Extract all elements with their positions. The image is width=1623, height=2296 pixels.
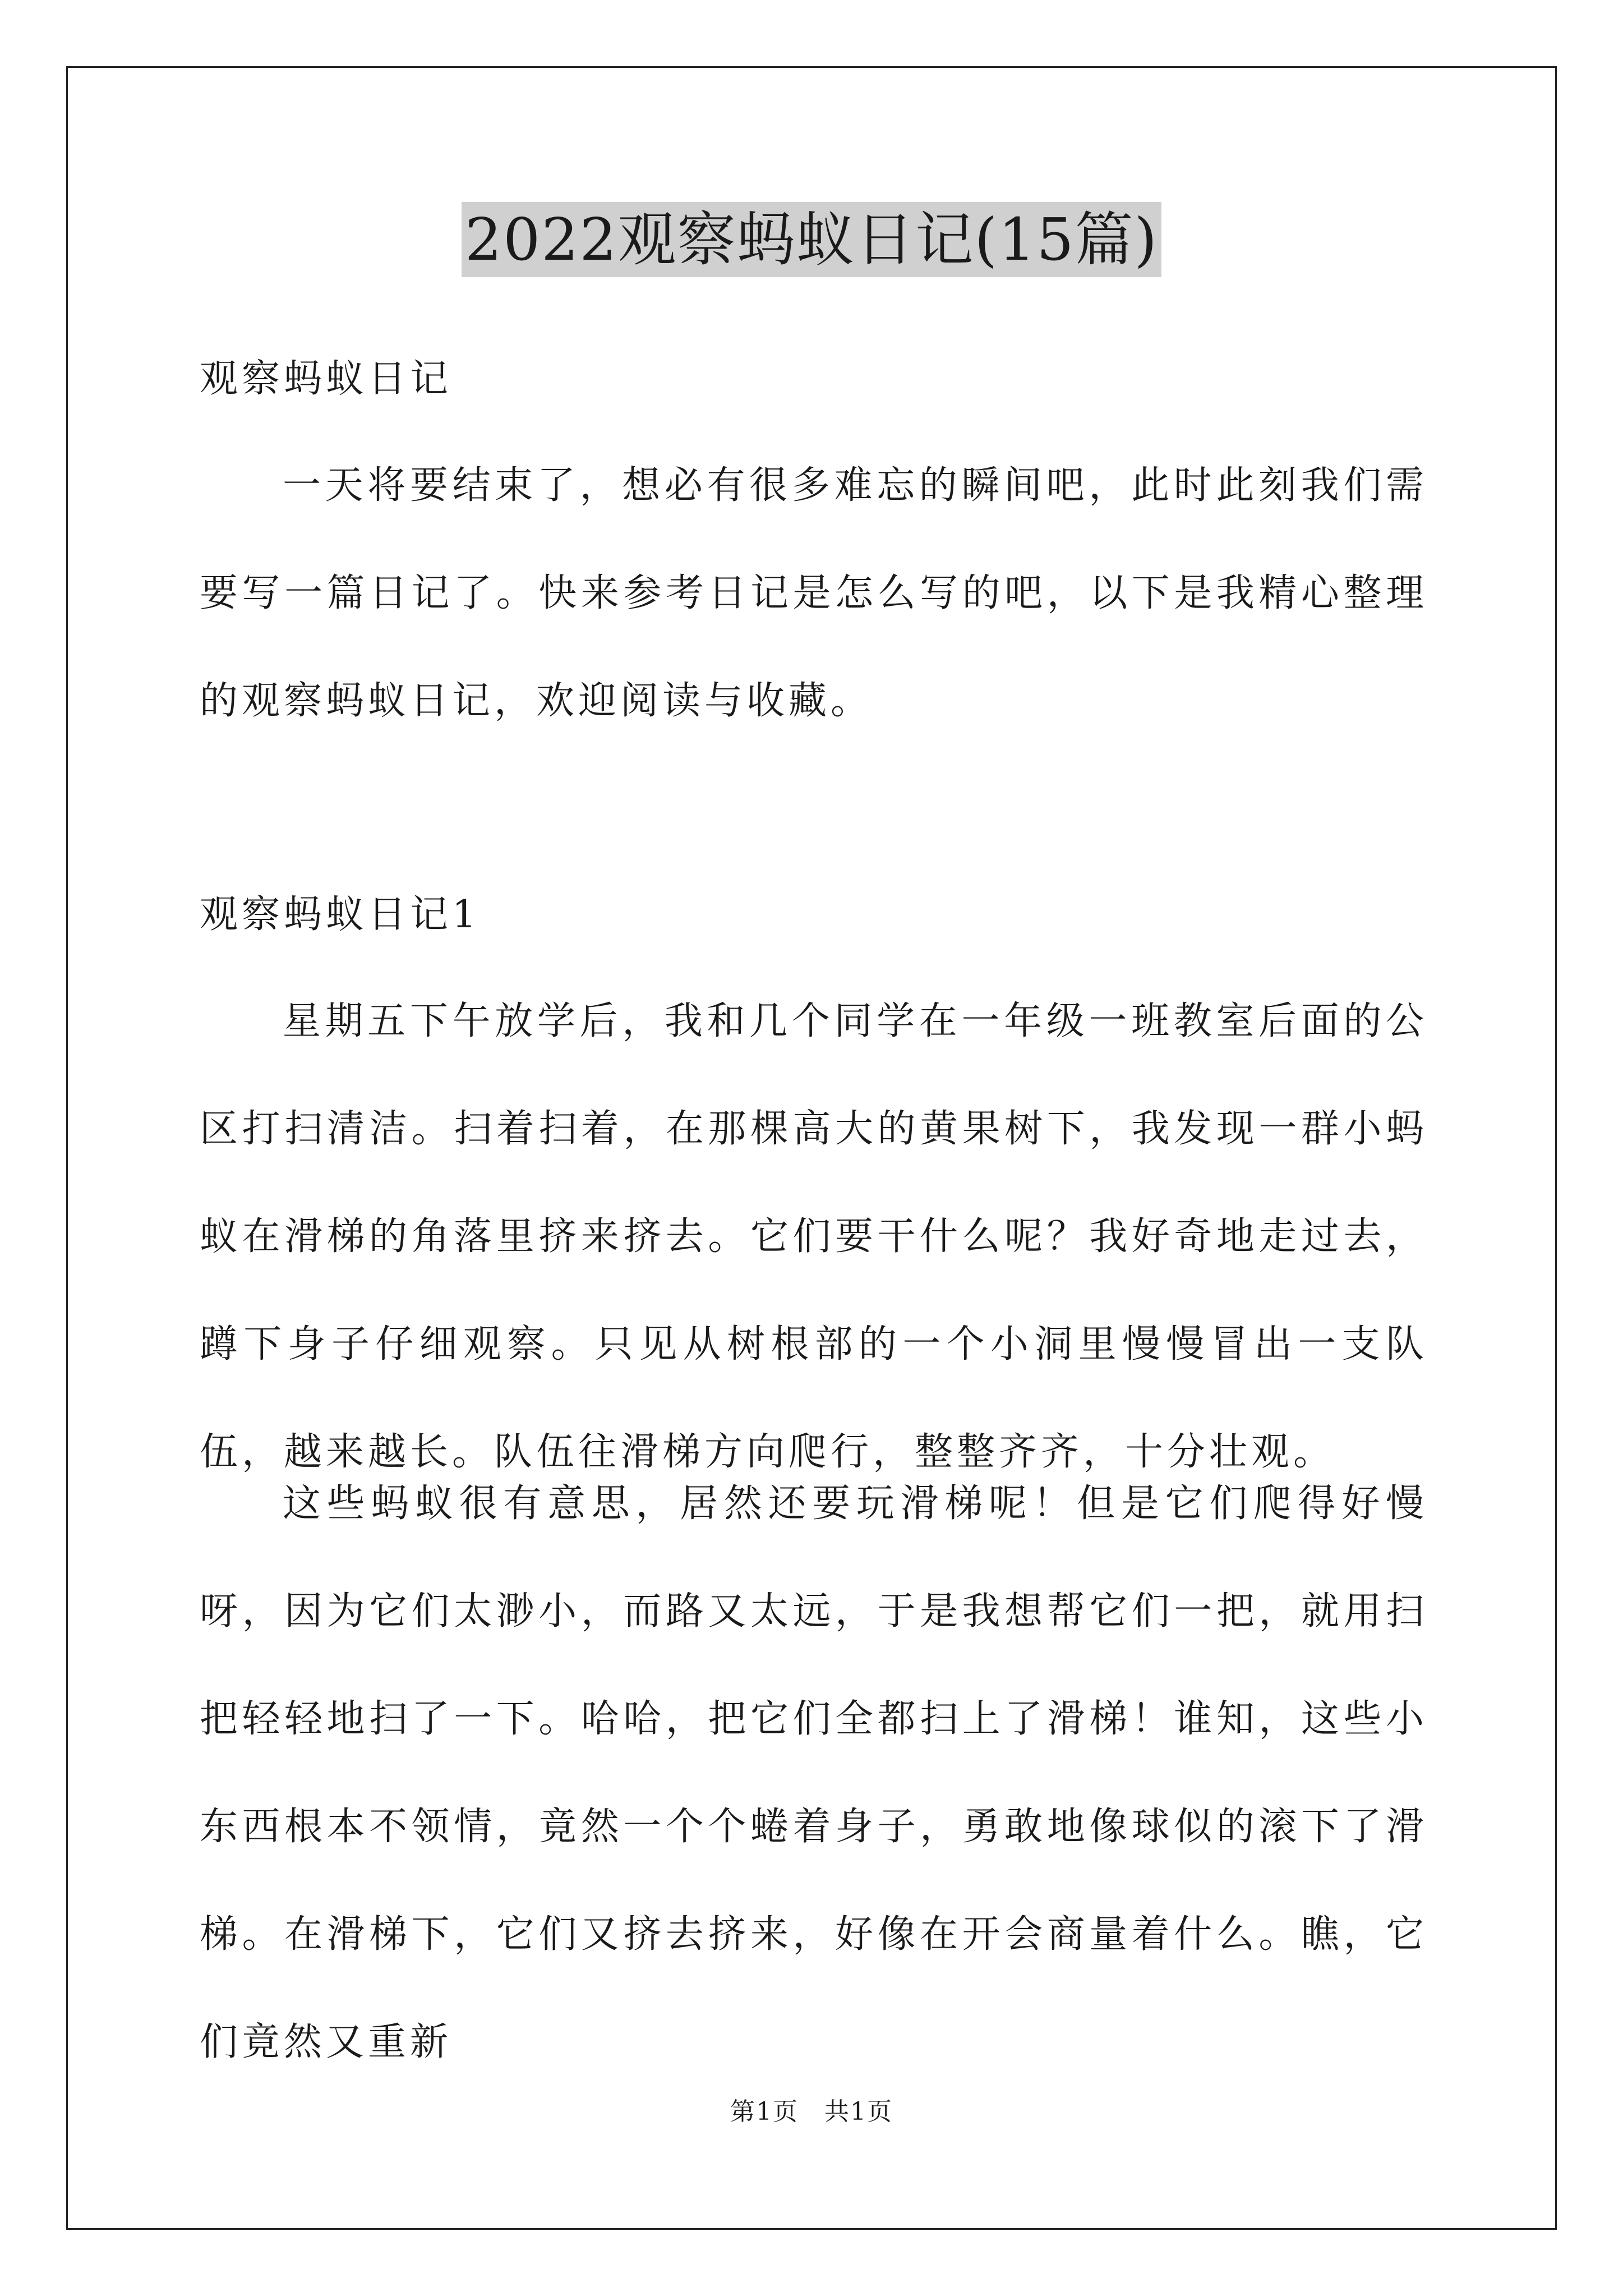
- intro-heading: 观察蚂蚁日记: [200, 357, 453, 401]
- page-number: 第1页: [730, 2097, 799, 2126]
- page-total: 共1页: [824, 2097, 893, 2126]
- document-title-text: 2022观察蚂蚁日记(15篇): [462, 202, 1161, 277]
- section-heading: 观察蚂蚁日记1: [200, 892, 481, 937]
- page-footer: [0, 2095, 1623, 2129]
- body-paragraph-1: 星期五下午放学后，我和几个同学在一年级一班教室后面的公区打扫清洁。扫着扫着，在那棵高大的黄果树下，我发现一群小蚂蚁在滑梯的角落里挤来挤去。它们要干什么呢？我好奇地走过去，蹲下身子仔细观察。只见从树根部的一个小洞里慢慢冒出一支队伍，越来越长。队伍往滑梯方向爬行，整整齐齐，十分壮观。: [200, 999, 1428, 1474]
- document-title: [0, 197, 1623, 282]
- intro-paragraph: 一天将要结束了，想必有很多难忘的瞬间吧，此时此刻我们需要写一篇日记了。快来参考日记是怎么写的吧，以下是我精心整理的观察蚂蚁日记，欢迎阅读与收藏。: [200, 463, 1428, 723]
- body-paragraph-2: 这些蚂蚁很有意思，居然还要玩滑梯呢！但是它们爬得好慢呀，因为它们太渺小，而路又太远，于是我想帮它们一把，就用扫把轻轻地扫了一下。哈哈，把它们全都扫上了滑梯！谁知，这些小东西根本不领情，竟然一个个蜷着身子，勇敢地像球似的滚下了滑梯。在滑梯下，它们又挤去挤来，好像在开会商量着什么。瞧，它们竟然又重新: [200, 1481, 1428, 2064]
